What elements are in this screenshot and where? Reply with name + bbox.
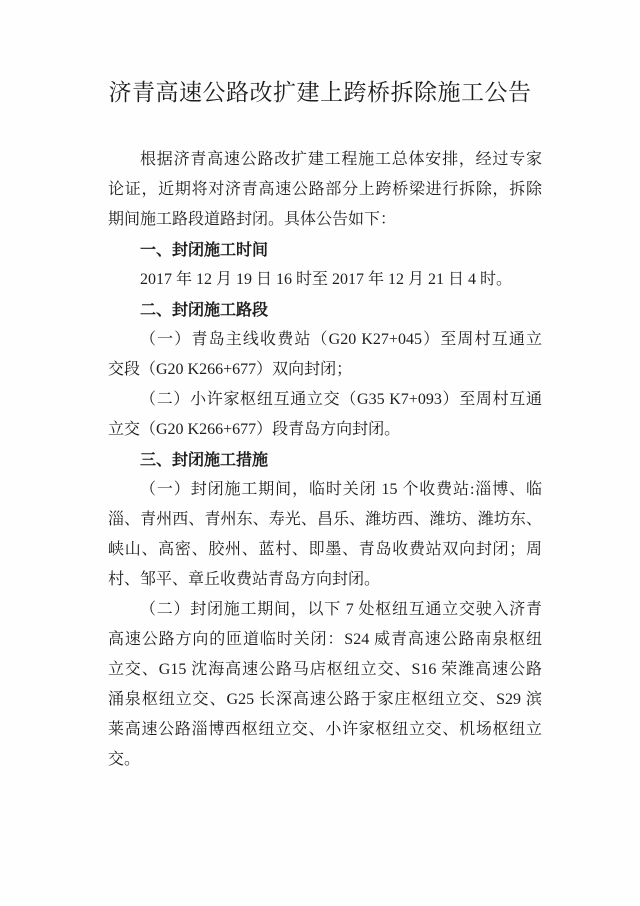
paragraph-line: 淄、青州西、青州东、寿光、昌乐、潍坊西、潍坊、潍坊东、 xyxy=(108,511,542,528)
paragraph-line: 莱高速公路淄博西枢纽立交、小许家枢纽立交、机场枢纽立 xyxy=(108,721,542,738)
paragraph-line: 2017 年 12 月 19 日 16 时至 2017 年 12 月 21 日 4 时。 xyxy=(140,271,513,288)
paragraph-line: 峡山、高密、胶州、蓝村、即墨、青岛收费站双向封闭；周 xyxy=(108,541,542,558)
section-closure-time xyxy=(108,235,542,295)
paragraph-line: 交。 xyxy=(108,751,141,768)
section-closure-measures xyxy=(108,445,542,775)
section-paragraph xyxy=(108,475,542,595)
paragraph-line: 涌泉枢纽立交、G25 长深高速公路于家庄枢纽立交、S29 滨 xyxy=(108,691,542,708)
document-body xyxy=(108,145,542,775)
paragraph-line: （二）封闭施工期间，以下 7 处枢纽互通立交驶入济青 xyxy=(140,601,542,618)
paragraph-line: （一）青岛主线收费站（G20 K27+045）至周村互通立 xyxy=(140,331,542,348)
section-paragraph xyxy=(108,595,542,775)
document-title: 济青高速公路改扩建上跨桥拆除施工公告 xyxy=(108,80,532,105)
paragraph-line: 期间施工路段道路封闭。具体公告如下： xyxy=(108,211,397,228)
paragraph-line: （一）封闭施工期间，临时关闭 15 个收费站:淄博、临 xyxy=(140,481,542,498)
section-paragraph xyxy=(108,325,542,385)
paragraph-line: 论证，近期将对济青高速公路部分上跨桥梁进行拆除，拆除 xyxy=(108,181,542,198)
paragraph-line: 交段（G20 K266+677）双向封闭； xyxy=(108,361,353,378)
intro-paragraph xyxy=(108,145,542,235)
section-paragraph xyxy=(108,265,542,295)
section-closure-road xyxy=(108,295,542,445)
paragraph-line: 立交、G15 沈海高速公路马店枢纽立交、S16 荣潍高速公路 xyxy=(108,661,542,678)
paragraph-line: 根据济青高速公路改扩建工程施工总体安排，经过专家 xyxy=(140,151,542,168)
paragraph-line: （二）小许家枢纽互通立交（G35 K7+093）至周村互通 xyxy=(140,391,542,408)
section-heading: 二、封闭施工路段 xyxy=(140,300,269,319)
paragraph-line: 村、邹平、章丘收费站青岛方向封闭。 xyxy=(108,571,381,588)
section-heading: 一、封闭施工时间 xyxy=(140,240,269,259)
paragraph-line: 立交（G20 K266+677）段青岛方向封闭。 xyxy=(108,421,401,438)
section-paragraph xyxy=(108,385,542,445)
section-heading: 三、封闭施工措施 xyxy=(140,450,269,469)
paragraph-line: 高速公路方向的匝道临时关闭：S24 威青高速公路南泉枢纽 xyxy=(108,631,542,648)
